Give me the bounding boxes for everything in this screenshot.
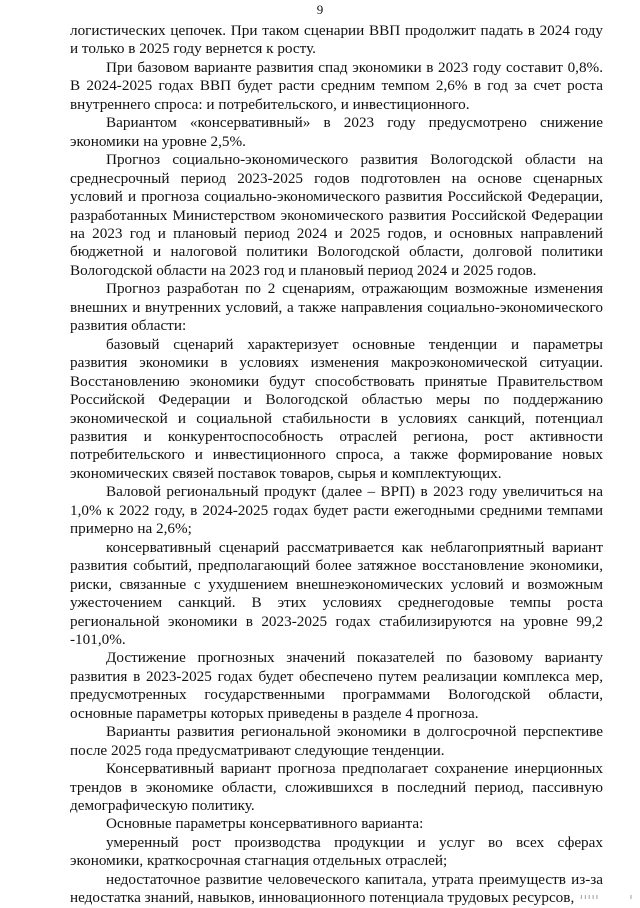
paragraph: умеренный рост производства продукции и услуг во всех сферах экономики, краткосрочная стагнация отдельных отраслей; xyxy=(70,833,603,870)
paragraph: При базовом варианте развития спад экономики в 2023 году составит 0,8%. В 2024-2025 годах ВВП будет расти средним темпом 2,6% в год за счет роста внутреннего спроса: и потребительского, и инвестиционного. xyxy=(70,58,603,113)
paragraph: Достижение прогнозных значений показателей по базовому варианту развития в 2023-2025 годах будет обеспечено путем реализации комплекса мер, предусмотренных государственными программами Вологодской области, основные параметры которых приведены в разделе 4 прогноза. xyxy=(70,649,603,722)
paragraph: базовый сценарий характеризует основные тенденции и параметры развития экономики в условиях изменения макроэкономической ситуации. Восстановлению экономики будут способствовать принятые Правительством Российской Федерации и Вологодской областью меры по поддержанию экономической и социальной стабильности в условиях санкций, потенциал развития и конкурентоспособность отраслей региона, рост активности потребительского и инвестиционного спроса, а также формирование новых экономических связей поставок товаров, сырья и комплектующих. xyxy=(70,335,603,482)
paragraph: консервативный сценарий рассматривается как неблагоприятный вариант развития событий, предполагающий более затяжное восстановление экономики, риски, связанные с ухудшением внешнеэкономических условий и возможным ужесточением санкций. В этих условиях среднегодовые темпы роста региональной экономики в 2023-2025 годах стабилизируются на уровне 99,2 -101,0%. xyxy=(70,538,603,648)
paragraph: Варианты развития региональной экономики в долгосрочной перспективе после 2025 года предусматривают следующие тенденции. xyxy=(70,723,603,759)
paragraph: Прогноз разработан по 2 сценариям, отражающим возможные изменения внешних и внутренних условий, а также направления социально-экономического развития области: xyxy=(70,280,603,335)
paragraph: Прогноз социально-экономического развития Вологодской области на среднесрочный период 2023-2025 годов подготовлен на основе сценарных условий и прогноза социально-экономического развития Российской Федерации, разработанных Министерством экономического развития Российской Федерации на 2023 год и плановый период 2024 и 2025 годов, и основных направлений бюджетной и налоговой политики Вологодской области, долговой политики Вологодской области на 2023 год и плановый период 2024 и 2025 годов. xyxy=(70,151,603,279)
scan-dot: ı xyxy=(630,893,632,901)
paragraph: недостаточное развитие человеческого капитала, утрата преимуществ из-за недостатка знаний, навыков, инновационного потенциала трудовых ресурсов, xyxy=(70,870,603,907)
paragraph: Валовой региональный продукт (далее – ВРП) в 2023 году увеличиться на 1,0% к 2022 году, в 2024-2025 годах будет расти ежегодными средними темпами примерно на 2,6%; xyxy=(70,483,603,538)
page-number: 9 xyxy=(316,2,324,17)
paragraph: логистических цепочек. При таком сценарии ВВП продолжит падать в 2024 году и только в 2025 году вернется к росту. xyxy=(70,22,603,58)
paragraph: Консервативный вариант прогноза предполагает сохранение инерционных трендов в экономике области, сложившихся в последний период, пассивную демографическую политику. xyxy=(70,760,603,815)
document-body xyxy=(70,22,603,908)
paragraph: Вариантом «консервативный» в 2023 году предусмотрено снижение экономики на уровне 2,5%. xyxy=(70,114,603,150)
paragraph: Основные параметры консервативного варианта: xyxy=(106,815,424,833)
scan-mark: ııııı xyxy=(580,893,600,901)
